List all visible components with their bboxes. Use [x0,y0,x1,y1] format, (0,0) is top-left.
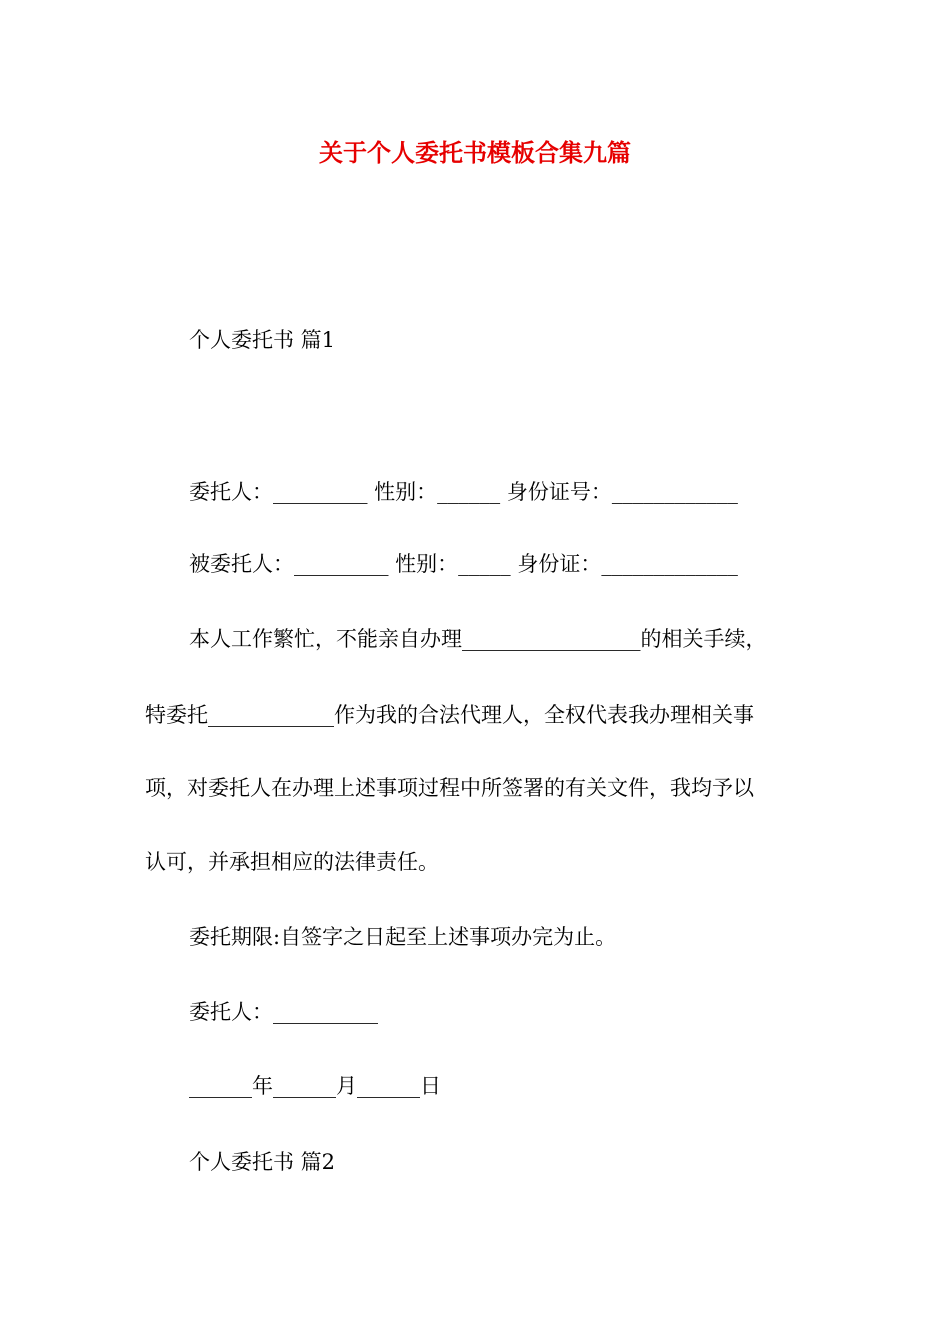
body-paragraph-line: 项，对委托人在办理上述事项过程中所签署的有关文件，我均予以 [145,776,754,800]
principal-info-line: 委托人：_________ 性别：______ 身份证号：____________ [189,480,738,504]
body-paragraph-line: 本人工作繁忙，不能亲自办理_________________的相关手续， [189,627,767,651]
document-title: 关于个人委托书模板合集九篇 [319,138,631,167]
agent-info-line: 被委托人：_________ 性别：_____ 身份证：_____________ [189,552,738,576]
section-heading-2: 个人委托书 篇2 [189,1150,336,1174]
date-line: ______年______月______日 [189,1074,441,1098]
body-paragraph-line: 特委托____________作为我的合法代理人，全权代表我办理相关事 [145,703,754,727]
signature-line: 委托人：__________ [189,1000,378,1024]
body-paragraph-line: 认可，并承担相应的法律责任。 [145,850,439,874]
section-heading-1: 个人委托书 篇1 [189,328,336,352]
term-line: 委托期限:自签字之日起至上述事项办完为止。 [189,925,617,949]
